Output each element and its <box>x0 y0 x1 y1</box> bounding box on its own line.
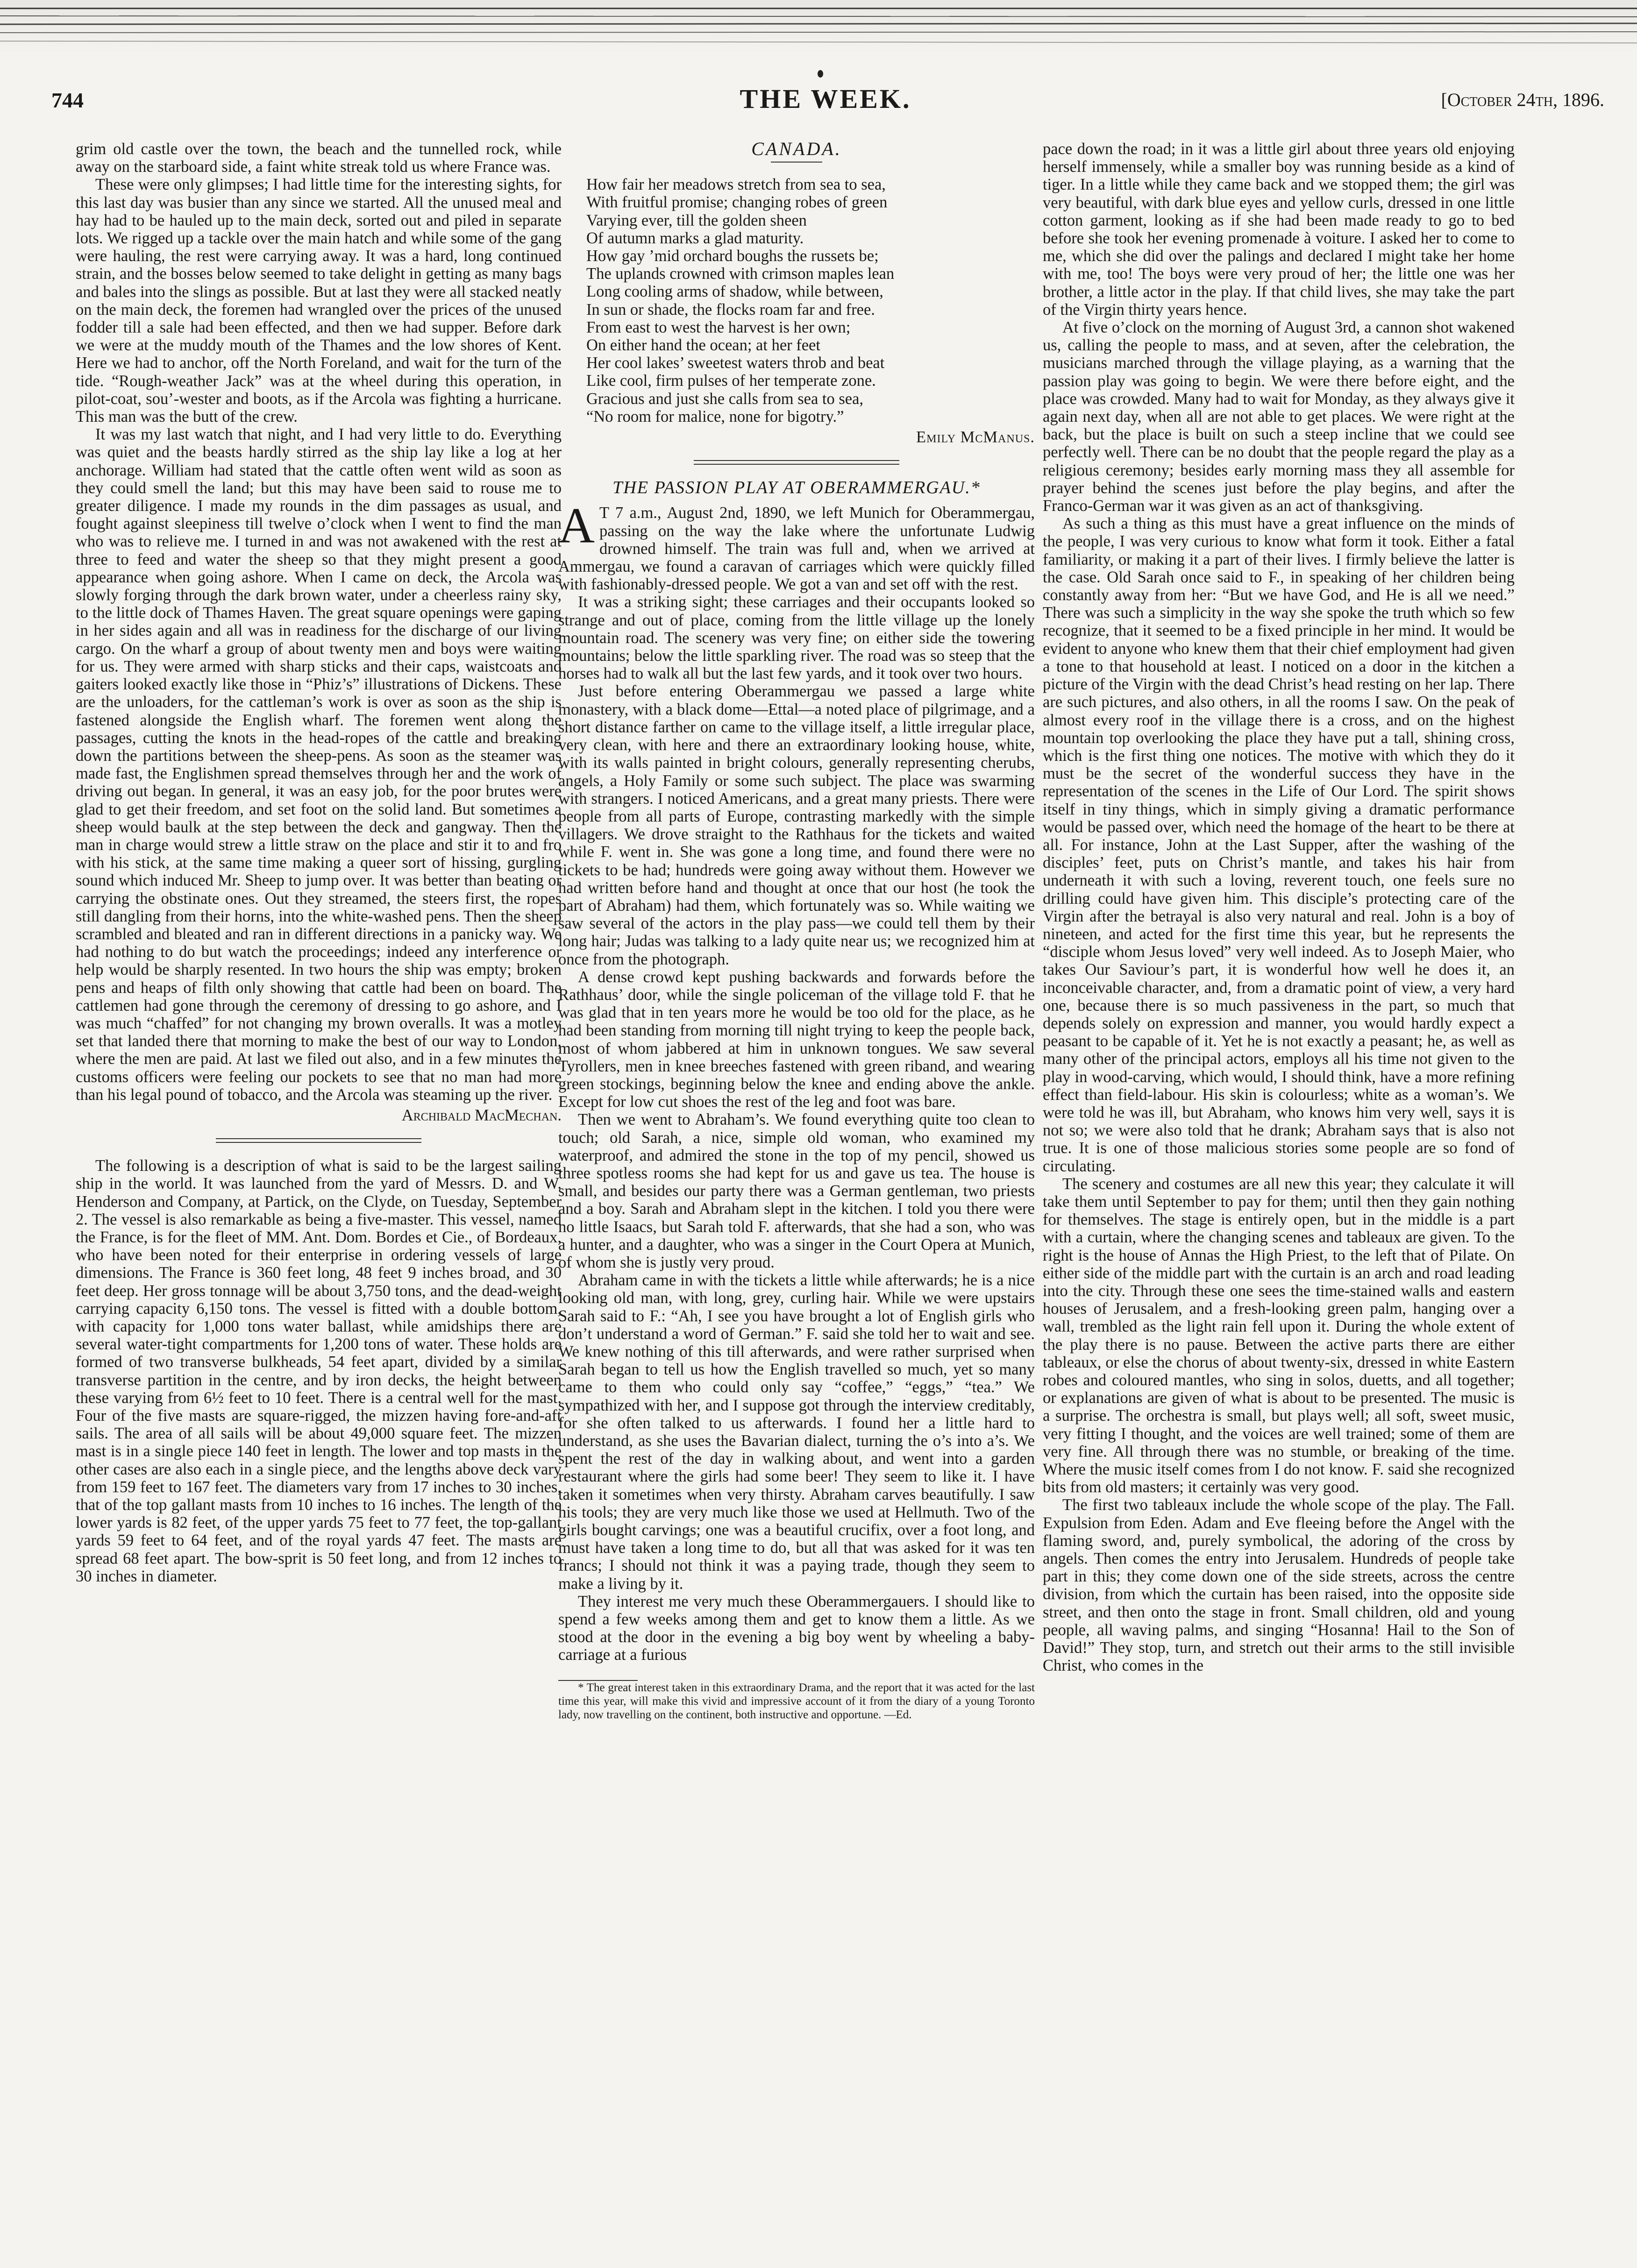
poem-signature: Emily McManus. <box>916 428 1035 447</box>
paragraph: These were only glimpses; I had little time for the interesting sights, for this last day was busier than any since we started. All the unused meal and hay had to be hauled up to the main deck, sorted out and piled in separate lots. We rigged up a tackle over the main hatch and while some of the gang were hauling, the rest were carrying away. It was a hard, long continued strain, and the bosses below seemed to take delight in getting as many bags and bales into the slings as possible. But at last they were all stacked neatly on the main deck, the foremen had wrangled over the prices of the unused fodder till a sale had been effected, and then we had supper. Before dark we were at the muddy mouth of the Thames and the low shores of Kent. Here we had to anchor, off the North Foreland, and wait for the turn of the tide. “Rough-weather Jack” was at the wheel during this operation, in pilot-coat, sou’-wester and boots, as if the Arcola was fighting a hurricane. This man was the butt of the crew. <box>76 176 562 426</box>
paragraph: A dense crowd kept pushing backwards and forwards before the Rathhaus’ door, while the single policeman of the village told F. that he was glad that in ten years more he would be too old for the place, as he had been standing from morning till night trying to keep the people back, most of whom jabbered at him in unknown tongues. We saw several Tyrollers, men in knee breeches fastened with green riband, and wearing green stockings, beginning below the knee and ending above the ankle. Except for low cut shoes the rest of the leg and foot was bare. <box>558 968 1035 1111</box>
poem-line: Of autumn marks a glad maturity. <box>586 229 804 247</box>
article-title: THE PASSION PLAY AT OBERAMMERGAU.* <box>612 478 981 498</box>
paragraph: The first two tableaux include the whole scope of the play. The Fall. Expulsion from Eden. Adam and Eve fleeing before the Angel with the flaming sword, and, purely symbolical, the adoring of the cross by angels. Then comes the entry into Jerusalem. Hundreds of people take part in this; they come down one of the side streets, across the centre division, from which the curtain has been raised, into the opposite side street, and then onto the stage in front. Small children, old and young people, all waving palms, and singing “Hosanna! Hail to the Son of David!” They stop, turn, and stretch out their arms to the still invisible Christ, who comes in the <box>1043 1496 1515 1675</box>
column-middle <box>558 140 1035 1722</box>
poem-line: The uplands crowned with crimson maples lean <box>586 265 895 283</box>
title-rule <box>771 162 822 163</box>
paragraph: It was a striking sight; these carriages and their occupants looked so strange and out of place, coming from the little village up the lonely mountain road. The scenery was very fine; on either side the towering mountains; below the little sparkling river. The road was so steep that the horses had to walk all but the last few yards, and it took over two hours. <box>558 593 1035 683</box>
poem-line: In sun or shade, the flocks roam far and free. <box>586 300 875 319</box>
paragraph: The scenery and costumes are all new this year; they calculate it will take them until September to pay for them; until then they gain nothing for themselves. The stage is entirely open, but in the middle is a part with a curtain, where the changing scenes and tableaux are given. To the right is the house of Annas the High Priest, to the left that of Pilate. On either side of the middle part with the curtain is an arch and road leading into the city. Through these one sees the time-stained walls and eastern houses of Jerusalem, and a fresh-looking green palm, hanging over a wall, trembled as the light rain fell upon it. During the whole extent of the play there is no pause. Between the active parts there are either tableaux, or else the chorus of about twenty-six, dressed in white Eastern robes and coloured mantles, who sing in solos, duetts, and all together; or explanations are given of what is about to be presented. The music is a surprise. The orchestra is small, but plays well; all soft, sweet music, very fitting I thought, and the voices are well trained; some of them are very fine. All through there was no stumble, or breaking of the time. Where the music itself comes from I do not know. F. said she recognized bits from old masters; it certainly was very good. <box>1043 1175 1515 1496</box>
column-right <box>1043 140 1515 1674</box>
paragraph: pace down the road; in it was a little girl about three years old enjoying herself immensely, while a smaller boy was running beside as a kind of tiger. In a little while they came back and we stopped them; the girl was very beautiful, with dark blue eyes and yellow curls, dressed in one little cotton garment, looking as if she had been made ready to go to bed before she took her evening promenade à voiture. I asked her to come to me, which she did over the palings and declared I might take her home with me, too! The boys were very proud of her; the little one was her brother, a little actor in the play. If that child lives, she may take the part of the Virgin thirty years hence. <box>1043 140 1515 319</box>
poem-line: How gay ’mid orchard boughs the russets be; <box>586 247 879 265</box>
poem-line: Her cool lakes’ sweetest waters throb and beat <box>586 354 885 372</box>
paragraph: The following is a description of what is said to be the largest sailing ship in the world. It was launched from the yard of Messrs. D. and W. Henderson and Company, at Partick, on the Clyde, on Tuesday, September 2. The vessel is also remarkable as being a five-master. This vessel, named the France, is for the fleet of MM. Ant. Dom. Bordes et Cie., of Bordeaux, who have been noted for their enterprise in ordering vessels of large dimensions. The France is 360 feet long, 48 feet 9 inches broad, and 30 feet deep. Her gross tonnage will be about 3,750 tons, and the dead-weight carrying capacity 6,150 tons. The vessel is fitted with a double bottom, with capacity for 1,000 tons water ballast, while amidships there are several water-tight compartments for 1,200 tons of water. These holds are formed of two transverse bulkheads, 54 feet apart, divided by a similar transverse partition in the centre, and by iron decks, the height between these varying from 6½ feet to 10 feet. There is a central well for the mast. Four of the five masts are square-rigged, the mizzen having fore-and-aft sails. The area of all sails will be about 49,000 square feet. The mizzen mast is in a single piece 140 feet in length. The lower and top masts in the other cases are also each in a single piece, and the lengths above deck vary from 159 feet to 167 feet. The diameters vary from 17 inches to 30 inches, that of the top gallant masts from 10 inches to 16 inches. The length of the lower yards is 82 feet, of the upper yards 75 feet to 77 feet, the top-gallant yards 59 feet to 64 feet, and of the royal yards 47 feet. The masts are spread 68 feet apart. The bow-sprit is 50 feet long, and from 12 inches to 30 inches in diameter. <box>76 1157 562 1585</box>
footnote: * The great interest taken in this extraordinary Drama, and the report that it was acted for the last time this year, will make this vivid and impressive account of it from the diary of a young Toronto lady, now travelling on the continent, both instructive and opportune. —Ed. <box>558 1681 1035 1721</box>
paragraph: It was my last watch that night, and I had very little to do. Everything was quiet and the beasts hardly stirred as the ship lay like a log at her anchorage. William had stated that the cattle often went wild as soon as they could smell the land; but this may have been said to rouse me to greater diligence. I made my rounds in the dim passages as usual, and fought against sleepiness till twelve o’clock when I went to find the man who was to relieve me. I turned in and was not awakened with the rest at three to feed and water the sheep so that they might present a good appearance when going ashore. When I came on deck, the Arcola was slowly forging through the dark brown water, under a cheerless rainy sky, to the little dock of Thames Haven. The great square openings were gaping in her sides again and all was in readiness for the discharge of our living cargo. On the wharf a group of about twenty men and boys were waiting for us. They were armed with sharp sticks and their caps, waistcoats and gaiters looked exactly like those in “Phiz’s” illustrations of Dickens. These are the unloaders, for the cattleman’s work is over as soon as the ship is fastened alongside the English wharf. The foremen went along the passages, cutting the knots in the head-ropes of the cattle and breaking down the partitions between the sheep-pens. As soon as the steamer was made fast, the Englishmen spread themselves through her and the work of driving out began. In general, it was an easy job, for the poor brutes were glad to get their freedom, and set foot on the solid land. But sometimes a sheep would baulk at the step between the deck and gangway. Then the man in charge would strew a little straw on the place and stir it to and fro with his stick, at the same time making a queer sort of hissing, gurgling sound which induced Mr. Sheep to jump over. It was better than beating or carrying the obstinate ones. Out they streamed, the steers first, the ropes still dangling from their horns, into the white-washed pens. Then the sheep scrambled and bleated and ran in different directions in a panicky way. We had nothing to do but watch the proceedings; indeed any interference or help would be sharply resented. In two hours the ship was empty; broken pens and heaps of filth only showing that cattle had been on board. The cattlemen had gone through the ceremony of dressing to go ashore, and I was much “chaffed” for not changing my brown overalls. It was a motley set that landed there that morning to make the best of our way to London, where the men are paid. At last we filed out also, and in a few minutes the customs officers were feeling our pockets to see that no man had more than his legal pound of tobacco, and the Arcola was steaming up the river. <box>76 425 562 1104</box>
poem-title: CANADA. <box>751 138 842 159</box>
poem-line: Varying ever, till the golden sheen <box>586 211 807 229</box>
issue-date: [October 24th, 1896. <box>1441 89 1604 110</box>
section-divider <box>216 1138 421 1143</box>
page-number: 744 <box>51 88 84 112</box>
column-left <box>76 140 562 1585</box>
section-divider <box>694 460 899 465</box>
drop-cap: A <box>558 498 595 554</box>
paragraph: Just before entering Oberammergau we passed a large white monastery, with a black dome—Ettal—a noted place of pilgrimage, and a short distance farther on came to the village itself, a little irregular place, very clean, with here and there an extraordinary looking house, white, with its walls painted in bright colours, generally representing cherubs, angels, a Holy Family or some such subject. The place was swarming with strangers. I noticed Americans, and a great many priests. There were people from all parts of Europe, contrasting markedly with the simple villagers. We drove straight to the Rathhaus for the tickets and waited while F. went in. She was gone a long time, and found there were no tickets to be had; hundreds were going away without them. However we had written before hand and thought at once that our host (he took the part of Abraham) had them, which fortunately was so. While waiting we saw several of the actors in the play pass—we could tell them by their long hair; Judas was talking to a lady quite near us; we recognized him at once from the photograph. <box>558 682 1035 968</box>
poem-line: With fruitful promise; changing robes of green <box>586 193 888 212</box>
paragraph: As such a thing as this must have a great influence on the minds of the people, I was very curious to know what form it took. Either a fatal familiarity, or making it a part of their lives. I firmly believe the latter is the case. Old Sarah once said to F., in speaking of her children being constantly away from her: “But we have God, and He is all we need.” There was such a simplicity in the way she spoke the truth which so few recognize, that it seemed to be a fixed principle in her mind. It would be evident to anyone who knew them that their chief employment had given a tone to that household at least. I noticed on a door in the kitchen a picture of the Virgin with the dead Christ’s head resting on her lap. There are such pictures, and also others, in all the rooms I saw. On the peak of almost every roof in the village there is a cross, and on the highest mountain top overlooking the place they have put a tall, shining cross, which is the first thing one notices. The motive with which they do it must be the secret of the wonderful success they have in the representation of the scenes in the Life of Our Lord. The spirit shows itself in tiny things, which in simply giving a dramatic performance would be passed over, which need the homage of the heart to be there at all. For instance, John at the Last Supper, after the washing of the disciples’ feet, puts on Christ’s mantle, and takes his hair from underneath it with such a loving, reverent touch, one feels sure no drilling could have given him. This disciple’s protecting care of the Virgin after the betrayal is also very natural and real. John is a boy of nineteen, and acted for the first time this year, but he represents the “disciple whom Jesus loved” very well indeed. As to Joseph Maier, who takes Our Saviour’s part, it is wonderful how well he does it, an inconceivable character, and, from a dramatic point of view, a very hard one, because there is so much passiveness in the part, so much that depends solely on expression and manner, you would hardly expect a peasant to be capable of it. Yet he is not exactly a peasant; he, as well as many other of the principal actors, employs all his time not given to the play in wood-carving, which would, I should think, have a more refining effect than field-labour. His skin is colourless; white as a woman’s. We were told he was ill, but Abraham, who knows him very well, says it is not so; we were also told that he drank; Abraham says that is also not true. It is one of those malicious stories some people are so fond of circulating. <box>1043 515 1515 1175</box>
page-header <box>47 83 1604 120</box>
paragraph: Then we went to Abraham’s. We found everything quite too clean to touch; old Sarah, a nice, simple old woman, who examined my waterproof, and admired the stone in the top of my pencil, showed us three spotless rooms she had kept for us and gave us tea. The house is small, and besides our party there was a German gentleman, two priests and a boy. Sarah and Abraham slept in the kitchen. I told you there were no little Isaacs, but Sarah told F. afterwards, that she had a son, who was a hunter, and a daughter, who was a singer in the Court Opera at Munich, of whom she is justly very proud. <box>558 1111 1035 1271</box>
poem-line: From east to west the harvest is her own; <box>586 318 851 336</box>
paragraph: grim old castle over the town, the beach and the tunnelled rock, while away on the starboard side, a faint white streak told us where France was. <box>76 140 562 176</box>
poem-line: Gracious and just she calls from sea to sea, <box>586 390 864 408</box>
paragraph: Abraham came in with the tickets a little while afterwards; he is a nice looking old man, with long, grey, curling hair. While we were upstairs Sarah said to F.: “Ah, I see you have brought a lot of English girls who don’t understand a word of German.” F. said she told her to wait and see. We knew nothing of this till afterwards, and were rather surprised when Sarah began to tell us how the English travelled so much, yet so many came to them who could only say “coffee,” “eggs,” “tea.” We sympathized with her, and I suppose got through the interview creditably, for she often talked to us afterwards. I found her a little hard to understand, as she uses the Bavarian dialect, turning the o’s into a’s. We spent the rest of the day in walking about, and went into a garden restaurant where the girls had some beer! They seem to like it. I have taken it sometimes when very thirsty. Abraham carves beautifully. I saw his tools; they are very much like those we used at Hellmuth. Two of the girls bought carvings; one was a beautiful crucifix, over a foot long, and must have taken a long time to do, but all that was asked for it was ten francs; I should not think it was a paying trade, though they seem to make a living by it. <box>558 1271 1035 1593</box>
poem-line: Long cooling arms of shadow, while between, <box>586 283 883 301</box>
journal-title: THE WEEK. <box>740 84 911 114</box>
paragraph: At five o’clock on the morning of August 3rd, a cannon shot wakened us, calling the people to mass, and at seven, after the celebration, the musicians marched through the village playing, as a warning that the passion play was going to begin. We were there before eight, and the place was crowded. Many had to wait for Monday, as they always give it again next day, when all are not able to get places. We were right at the back, but the place is built on such a steep incline that we could see perfectly well. There can be no doubt that the people regard the play as a religious ceremony; besides early morning mass they all assemble for prayer behind the scenes just before the play begins, and after the Franco-German war it was given as an act of thanksgiving. <box>1043 319 1515 515</box>
ink-dot <box>818 70 823 78</box>
poem-line: “No room for malice, none for bigotry.” <box>586 407 844 425</box>
signature-text: Archibald MacMechan. <box>401 1106 562 1124</box>
paragraph-text: T 7 a.m., August 2nd, 1890, we left Munich for Oberammergau, passing on the way the lake where the unfortunate Ludwig drowned himself. The train was full and, when we arrived at Ammergau, we found a caravan of carriages which were quickly filled with fashionably-dressed people. We got a van and set off with the rest. <box>558 504 1035 594</box>
paragraph: They interest me very much these Oberammergauers. I should like to spend a few weeks among them and get to know them a little. As we stood at the door in the evening a big boy went by wheeling a baby-carriage at a furious <box>558 1592 1035 1664</box>
poem-line: Like cool, firm pulses of her temperate zone. <box>586 372 876 390</box>
poem <box>586 176 1035 425</box>
opening-paragraph <box>558 498 1035 594</box>
author-signature <box>76 1106 562 1124</box>
poem-line: On either hand the ocean; at her feet <box>586 336 820 354</box>
poem-line: How fair her meadows stretch from sea to sea, <box>586 176 886 194</box>
scan-top-rules <box>0 0 1637 54</box>
